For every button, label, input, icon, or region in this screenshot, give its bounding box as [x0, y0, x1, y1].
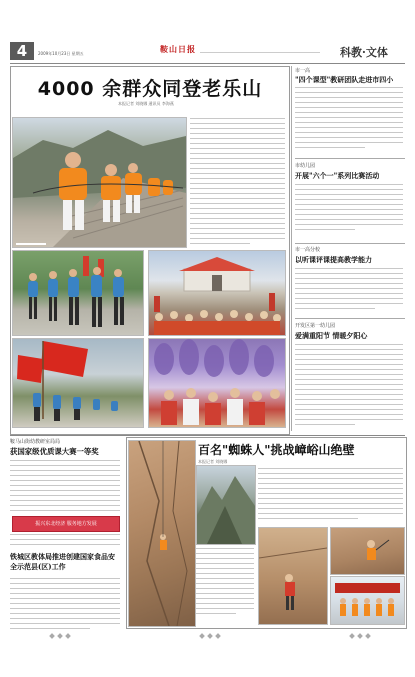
sidebar-story-3 — [295, 246, 405, 316]
main-story-title: 4000 余群众同登老乐山 — [37, 78, 263, 100]
photo-red-flags — [12, 338, 144, 428]
photo-red-flags-art — [13, 339, 143, 427]
diamond-icon — [365, 633, 371, 639]
photo-climber-mid-art — [259, 528, 327, 624]
climb-story-text — [258, 468, 403, 524]
photo-mountain-landscape-art — [197, 466, 255, 544]
mid-rule — [10, 435, 405, 436]
left-kicker-1: 鞍马山街幼教研室局局 — [10, 439, 61, 445]
sidebar-story-2 — [295, 162, 405, 240]
sidebar-kicker-4: 开发区第一幼儿园 — [295, 323, 336, 329]
main-story-byline: 本报记者 刘晓娜 通讯员 李海燕 — [118, 101, 174, 106]
sidebar-rule-2 — [295, 243, 405, 244]
sidebar-title-1: "四个课型"教研团队走进市四小 — [295, 75, 394, 84]
photo-climber-right — [330, 527, 405, 575]
photo-mountain-landscape — [196, 465, 256, 545]
photo-group-banner — [330, 576, 405, 625]
climb-story-title: 百名"蜘蛛人"挑战嶂峪山绝壁 — [198, 443, 355, 457]
main-story-text — [190, 118, 285, 253]
left-title-1: 获国家级优质课大赛一等奖 — [10, 447, 99, 456]
masthead: 鞍山日报 — [160, 44, 196, 54]
sidebar-rule-1 — [295, 158, 405, 159]
photo-walkers-blue — [12, 250, 144, 336]
diamond-icon — [199, 633, 205, 639]
photo-mountain-steps — [12, 117, 187, 248]
sidebar-story-1 — [295, 67, 405, 157]
photo-caption-mark — [16, 243, 46, 245]
footer-separator — [10, 632, 405, 642]
page-number: 4 — [16, 42, 28, 60]
photo-cliff-big — [128, 440, 196, 627]
diamond-icon — [49, 633, 55, 639]
sidebar-kicker-3: 市一高分校 — [295, 247, 321, 253]
promo-banner-text: 振兴东北经济 服务地方发展 — [35, 521, 97, 527]
photo-crowd-gate-art — [149, 251, 285, 335]
page-header — [10, 40, 405, 62]
photo-mountain-steps-art — [13, 118, 186, 247]
diamond-icon — [65, 633, 71, 639]
sidebar-rule-3 — [295, 318, 405, 319]
sidebar-story-4 — [295, 322, 405, 432]
promo-banner — [12, 516, 120, 532]
diamond-icon — [215, 633, 221, 639]
diamond-icon — [357, 633, 363, 639]
left-title-2: 铁城区教体局推进创建国家食品安全示范县(区)工作 — [10, 552, 115, 571]
photo-walkers-blue-art — [13, 251, 143, 335]
photo-climber-mid — [258, 527, 328, 625]
photo-cliff-big-art — [129, 441, 195, 626]
diamond-icon — [349, 633, 355, 639]
climb-story-byline: 本报记者 刘晓娜 — [198, 459, 228, 464]
sidebar-divider — [291, 66, 292, 431]
photo-wisteria-crowd — [148, 338, 286, 428]
photo-crowd-gate — [148, 250, 286, 336]
climb-story-text-2 — [196, 548, 254, 624]
header-meta — [200, 52, 320, 53]
header-rule — [10, 63, 405, 64]
sidebar-kicker-1: 市一高 — [295, 68, 311, 74]
sidebar-title-3: 以听课评课提高教学能力 — [295, 255, 372, 264]
diamond-icon — [207, 633, 213, 639]
left-column — [10, 438, 122, 638]
sidebar-title-4: 爱满重阳节 情暖夕阳心 — [295, 331, 368, 340]
photo-climber-right-art — [331, 528, 404, 574]
photo-wisteria-crowd-art — [149, 339, 285, 427]
sidebar-title-2: 开展"六个一"系列比赛活动 — [295, 171, 380, 180]
section-title: 科教·文体 — [340, 46, 388, 59]
diamond-icon — [57, 633, 63, 639]
date-line: 2009年10月23日 星期五 — [38, 51, 84, 56]
photo-group-banner-art — [331, 577, 404, 624]
sidebar-kicker-2: 市幼儿园 — [295, 163, 316, 169]
